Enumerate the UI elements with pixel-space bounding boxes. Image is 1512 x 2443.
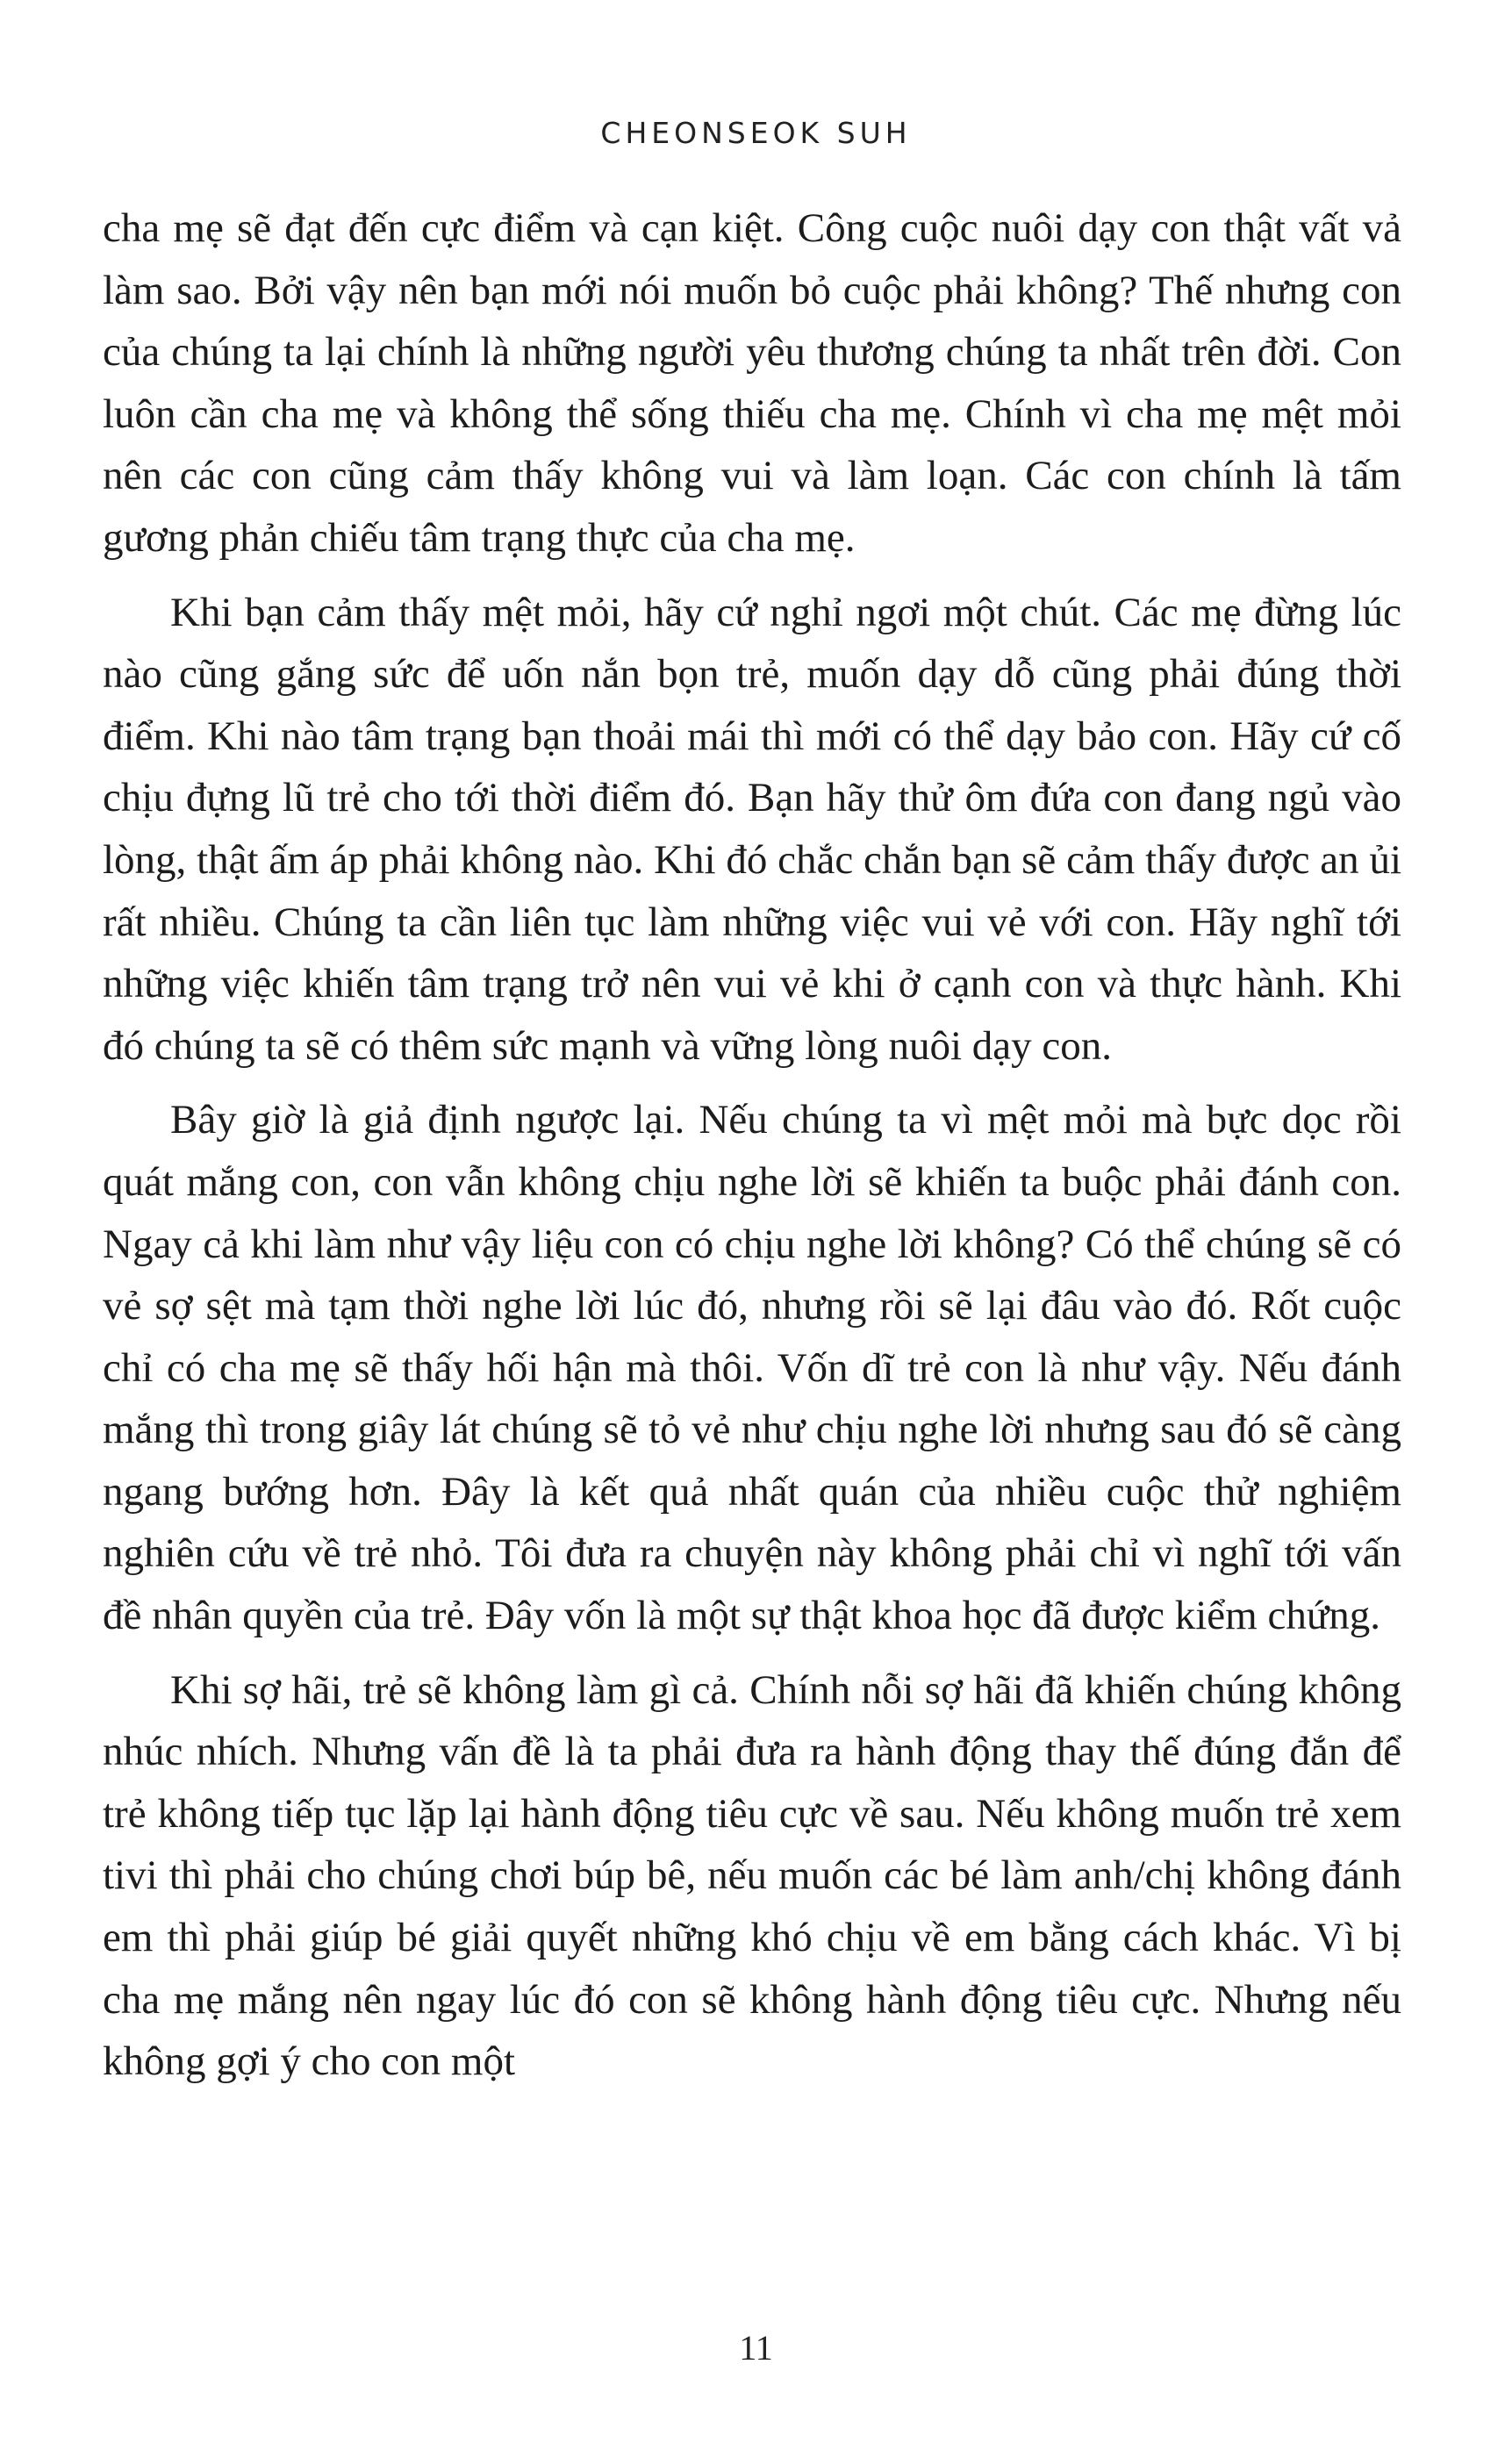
page-number: 11 [739,2328,773,2368]
paragraph-1: cha mẹ sẽ đạt đến cực điểm và cạn kiệt. Công cuộc nuôi dạy con thật vất vả làm sao. Bởi vậy nên bạn mới nói muốn bỏ cuộc phải không? Thế nhưng con của chúng ta lại chính là những người yêu thương chúng ta nhất trên đời. Con luôn cần cha mẹ và không thể sống thiếu cha mẹ. Chính vì cha mẹ mệt mỏi nên các con cũng cảm thấy không vui và làm loạn. Các con chính là tấm gương phản chiếu tâm trạng thực của cha mẹ. [103,205,1401,561]
running-head: CHEONSEOK SUH [600,116,912,150]
paragraph-2: Khi bạn cảm thấy mệt mỏi, hãy cứ nghỉ ngơi một chút. Các mẹ đừng lúc nào cũng gắng sức để uốn nắn bọn trẻ, muốn dạy dỗ cũng phải đúng thời điểm. Khi nào tâm trạng bạn thoải mái thì mới có thể dạy bảo con. Hãy cứ cố chịu đựng lũ trẻ cho tới thời điểm đó. Bạn hãy thử ôm đứa con đang ngủ vào lòng, thật ấm áp phải không nào. Khi đó chắc chắn bạn sẽ cảm thấy được an ủi rất nhiều. Chúng ta cần liên tục làm những việc vui vẻ với con. Hãy nghĩ tới những việc khiến tâm trạng trở nên vui vẻ khi ở cạnh con và thực hành. Khi đó chúng ta sẽ có thêm sức mạnh và vững lòng nuôi dạy con. [103,589,1401,1069]
body-text [103,197,1401,2105]
paragraph-4: Khi sợ hãi, trẻ sẽ không làm gì cả. Chính nỗi sợ hãi đã khiến chúng không nhúc nhích. Nhưng vấn đề là ta phải đưa ra hành động thay thế đúng đắn để trẻ không tiếp tục lặp lại hành động tiêu cực về sau. Nếu không muốn trẻ xem tivi thì phải cho chúng chơi búp bê, nếu muốn các bé làm anh/chị không đánh em thì phải giúp bé giải quyết những khó chịu về em bằng cách khác. Vì bị cha mẹ mắng nên ngay lúc đó con sẽ không hành động tiêu cực. Nhưng nếu không gợi ý cho con một [103,1666,1401,2085]
paragraph-3: Bây giờ là giả định ngược lại. Nếu chúng ta vì mệt mỏi mà bực dọc rồi quát mắng con, con vẫn không chịu nghe lời sẽ khiến ta buộc phải đánh con. Ngay cả khi làm như vậy liệu con có chịu nghe lời không? Có thể chúng sẽ có vẻ sợ sệt mà tạm thời nghe lời lúc đó, nhưng rồi sẽ lại đâu vào đó. Rốt cuộc chỉ có cha mẹ sẽ thấy hối hận mà thôi. Vốn dĩ trẻ con là như vậy. Nếu đánh mắng thì trong giây lát chúng sẽ tỏ vẻ như chịu nghe lời nhưng sau đó sẽ càng ngang bướng hơn. Đây là kết quả nhất quán của nhiều cuộc thử nghiệm nghiên cứu về trẻ nhỏ. Tôi đưa ra chuyện này không phải chỉ vì nghĩ tới vấn đề nhân quyền của trẻ. Đây vốn là một sự thật khoa học đã được kiểm chứng. [103,1097,1401,1639]
